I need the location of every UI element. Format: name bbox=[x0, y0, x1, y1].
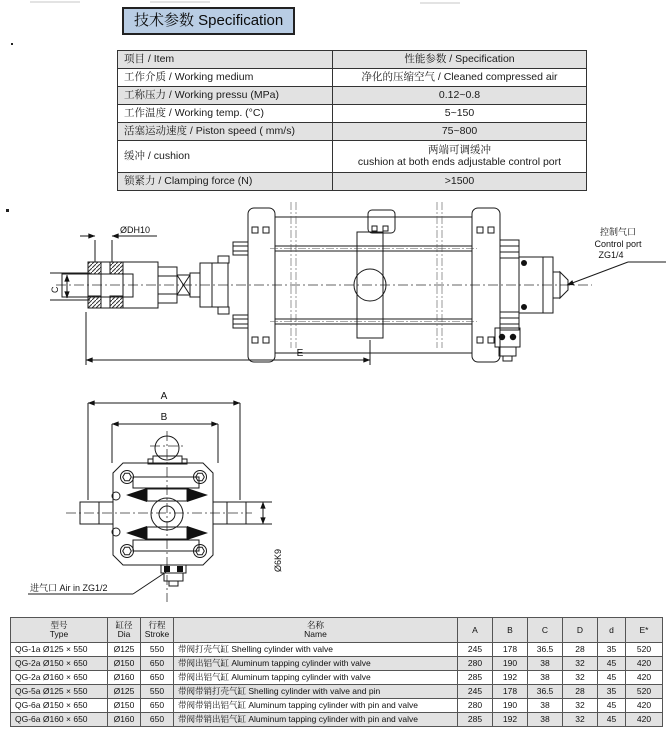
cell-b: 178 bbox=[493, 685, 528, 699]
cell-a: 245 bbox=[458, 685, 493, 699]
spec-item: 缓冲 / cushion bbox=[118, 141, 333, 173]
cell-d: 28 bbox=[563, 685, 598, 699]
cell-d-lower: 45 bbox=[598, 657, 626, 671]
cell-dia: Ø160 bbox=[108, 671, 141, 685]
cell-a: 280 bbox=[458, 699, 493, 713]
table-row bbox=[11, 657, 663, 671]
cell-a: 285 bbox=[458, 671, 493, 685]
cell-name: 带阀带销出铝气缸 Aluminum tapping cylinder with pin and valve bbox=[174, 713, 458, 727]
cell-a: 280 bbox=[458, 657, 493, 671]
spec-row-cushion bbox=[118, 141, 587, 173]
clevis-hatch bbox=[88, 296, 101, 308]
control-port-label-cn: 控制气口 bbox=[599, 227, 637, 237]
cell-dia: Ø160 bbox=[108, 713, 141, 727]
spec-table bbox=[117, 50, 587, 191]
col-d: D bbox=[563, 618, 598, 643]
cell-d-lower: 45 bbox=[598, 671, 626, 685]
cushion-line-en: cushion at both ends adjustable control port bbox=[357, 155, 562, 168]
cell-c: 36.5 bbox=[528, 685, 563, 699]
cell-stroke: 550 bbox=[141, 643, 174, 657]
cell-stroke: 650 bbox=[141, 713, 174, 727]
cell-name: 带阀出铝气缸 Aluminum tapping cylinder with valve bbox=[174, 657, 458, 671]
col-name: 名称 Name bbox=[174, 618, 458, 643]
cell-a: 285 bbox=[458, 713, 493, 727]
cell-c: 38 bbox=[528, 713, 563, 727]
spec-row-piston-speed bbox=[118, 123, 587, 141]
spec-value: 净化的压缩空气 / Cleaned compressed air bbox=[333, 69, 587, 87]
corner-bolt bbox=[194, 545, 207, 558]
table-row bbox=[11, 699, 663, 713]
air-in-label: 进气口 Air in ZG1/2 bbox=[30, 583, 108, 593]
spec-item: 活塞运动速度 / Piston speed ( mm/s) bbox=[118, 123, 333, 141]
cell-d: 32 bbox=[563, 657, 598, 671]
spec-row-working-medium bbox=[118, 69, 587, 87]
cell-e: 520 bbox=[626, 685, 663, 699]
cylinder-technical-drawing bbox=[0, 195, 669, 617]
col-e-star: E* bbox=[626, 618, 663, 643]
cell-c: 38 bbox=[528, 699, 563, 713]
cell-d: 32 bbox=[563, 713, 598, 727]
clevis-hatch bbox=[88, 262, 101, 274]
col-b: B bbox=[493, 618, 528, 643]
cell-type: QG-6a Ø150 × 650 bbox=[11, 699, 108, 713]
side-view bbox=[50, 202, 666, 365]
cell-c: 38 bbox=[528, 657, 563, 671]
table-row bbox=[11, 685, 663, 699]
spec-row-clamping-force bbox=[118, 173, 587, 191]
corner-bolt bbox=[121, 471, 134, 484]
cell-type: QG-5a Ø125 × 550 bbox=[11, 685, 108, 699]
cell-name: 带阀打壳气缸 Shelling cylinder with valve bbox=[174, 643, 458, 657]
col-dia: 缸径 Dia bbox=[108, 618, 141, 643]
cell-d: 32 bbox=[563, 671, 598, 685]
col-stroke: 行程 Stroke bbox=[141, 618, 174, 643]
table-row bbox=[11, 671, 663, 685]
scan-smudge bbox=[150, 1, 210, 3]
cell-dia: Ø125 bbox=[108, 685, 141, 699]
dim-b-label: B bbox=[160, 412, 168, 423]
dim-pin-hole-label: ØDH10 bbox=[120, 225, 151, 235]
cell-dia: Ø125 bbox=[108, 643, 141, 657]
model-table bbox=[10, 617, 663, 727]
tie-rod-nut bbox=[500, 240, 519, 258]
cell-stroke: 650 bbox=[141, 699, 174, 713]
dim-a-label: A bbox=[160, 391, 168, 402]
spec-value: >1500 bbox=[333, 173, 587, 191]
cell-name: 带阀出铝气缸 Aluminum tapping cylinder with valve bbox=[174, 671, 458, 685]
spec-row-working-temp bbox=[118, 105, 587, 123]
col-c: C bbox=[528, 618, 563, 643]
model-header-row bbox=[11, 618, 663, 643]
front-view bbox=[28, 391, 283, 602]
cell-d-lower: 35 bbox=[598, 643, 626, 657]
col-type: 型号 Type bbox=[11, 618, 108, 643]
cell-name: 带阀带销打壳气缸 Shelling cylinder with valve and pin bbox=[174, 685, 458, 699]
cell-name: 带阀带销出铝气缸 Aluminum tapping cylinder with pin and valve bbox=[174, 699, 458, 713]
control-port-leader bbox=[567, 262, 628, 285]
cell-type: QG-2a Ø150 × 650 bbox=[11, 657, 108, 671]
cell-type: QG-2a Ø160 × 650 bbox=[11, 671, 108, 685]
cell-b: 192 bbox=[493, 713, 528, 727]
cell-stroke: 650 bbox=[141, 657, 174, 671]
spec-item: 工称压力 / Working pressu (MPa) bbox=[118, 87, 333, 105]
cell-type: QG-6a Ø160 × 650 bbox=[11, 713, 108, 727]
cushion-line-cn: 两端可调缓冲 bbox=[428, 143, 491, 156]
cell-e: 420 bbox=[626, 671, 663, 685]
spec-header-row bbox=[118, 51, 587, 69]
cell-stroke: 550 bbox=[141, 685, 174, 699]
tie-rod-nut bbox=[233, 315, 248, 328]
cell-e: 520 bbox=[626, 643, 663, 657]
spec-header-value: 性能参数 / Specification bbox=[333, 51, 587, 69]
col-d-lower: d bbox=[598, 618, 626, 643]
spec-value bbox=[333, 141, 587, 173]
valve-sub-block bbox=[495, 328, 520, 347]
spec-row-working-pressure bbox=[118, 87, 587, 105]
scan-speck bbox=[11, 43, 13, 45]
tie-rod-nut bbox=[500, 312, 519, 330]
page-title: 技术参数 Specification bbox=[122, 7, 295, 35]
dim-e-label: E bbox=[296, 348, 304, 359]
cell-c: 36.5 bbox=[528, 643, 563, 657]
cell-b: 190 bbox=[493, 657, 528, 671]
clevis-hatch bbox=[110, 296, 123, 308]
spec-header-item: 项目 / Item bbox=[118, 51, 333, 69]
valve-body-front bbox=[113, 463, 213, 565]
cell-e: 420 bbox=[626, 713, 663, 727]
cell-stroke: 650 bbox=[141, 671, 174, 685]
cell-c: 38 bbox=[528, 671, 563, 685]
spec-item: 工作温度 / Working temp. (°C) bbox=[118, 105, 333, 123]
cell-d-lower: 45 bbox=[598, 699, 626, 713]
clevis-hatch bbox=[110, 262, 123, 274]
cell-dia: Ø150 bbox=[108, 657, 141, 671]
spec-item: 锁紧力 / Clamping force (N) bbox=[118, 173, 333, 191]
scan-smudge bbox=[30, 1, 80, 3]
piston-rod bbox=[62, 274, 133, 297]
cell-b: 190 bbox=[493, 699, 528, 713]
cell-b: 178 bbox=[493, 643, 528, 657]
cell-a: 245 bbox=[458, 643, 493, 657]
spec-value: 0.12~0.8 bbox=[333, 87, 587, 105]
control-port-label-en: Control port bbox=[594, 239, 642, 249]
cell-e: 420 bbox=[626, 657, 663, 671]
cell-b: 192 bbox=[493, 671, 528, 685]
dim-rod-label: C bbox=[50, 286, 60, 293]
scan-smudge bbox=[420, 2, 460, 4]
corner-bolt bbox=[121, 545, 134, 558]
cell-type: QG-1a Ø125 × 550 bbox=[11, 643, 108, 657]
spec-item: 工作介质 / Working medium bbox=[118, 69, 333, 87]
cell-d: 28 bbox=[563, 643, 598, 657]
table-row bbox=[11, 713, 663, 727]
control-port-thread-label: ZG1/4 bbox=[598, 250, 624, 260]
dim-side-port-label: Ø6K9 bbox=[273, 548, 283, 572]
col-a: A bbox=[458, 618, 493, 643]
cell-d-lower: 45 bbox=[598, 713, 626, 727]
cell-e: 420 bbox=[626, 699, 663, 713]
cell-dia: Ø150 bbox=[108, 699, 141, 713]
tie-rod-nut bbox=[233, 242, 248, 255]
cell-d: 32 bbox=[563, 699, 598, 713]
corner-bolt bbox=[194, 471, 207, 484]
table-row bbox=[11, 643, 663, 657]
cell-d-lower: 35 bbox=[598, 685, 626, 699]
spec-value: 75~800 bbox=[333, 123, 587, 141]
spec-value: 5~150 bbox=[333, 105, 587, 123]
